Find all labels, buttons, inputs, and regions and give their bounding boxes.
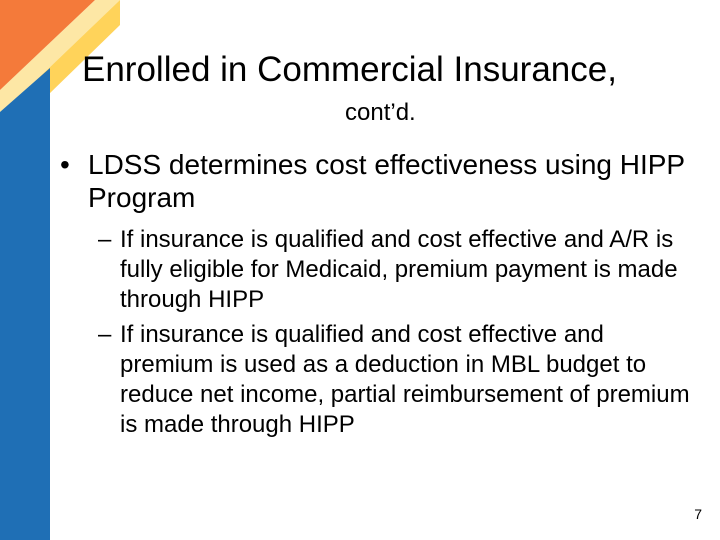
- blue-sidebar-bar: [0, 115, 50, 540]
- slide-title: Enrolled in Commercial Insurance,: [82, 50, 617, 89]
- sub-bullet: If insurance is qualified and cost effective and A/R is fully eligible for Medicaid, premium payment is made through HIPP: [120, 226, 678, 313]
- main-bullet: LDSS determines cost effectiveness using HIPP Program: [88, 149, 685, 213]
- sub-bullet: If insurance is qualified and cost effective and premium is used as a deduction in MBL budget to reduce net income, partial reimbursement of premium is made through HIPP: [120, 321, 690, 438]
- bullet-marker: •: [60, 149, 70, 180]
- slide-title-continuation: cont’d.: [345, 99, 416, 126]
- sub-bullet-marker: –: [98, 321, 112, 348]
- page-number: 7: [694, 506, 702, 522]
- sub-bullet-marker: –: [98, 226, 112, 253]
